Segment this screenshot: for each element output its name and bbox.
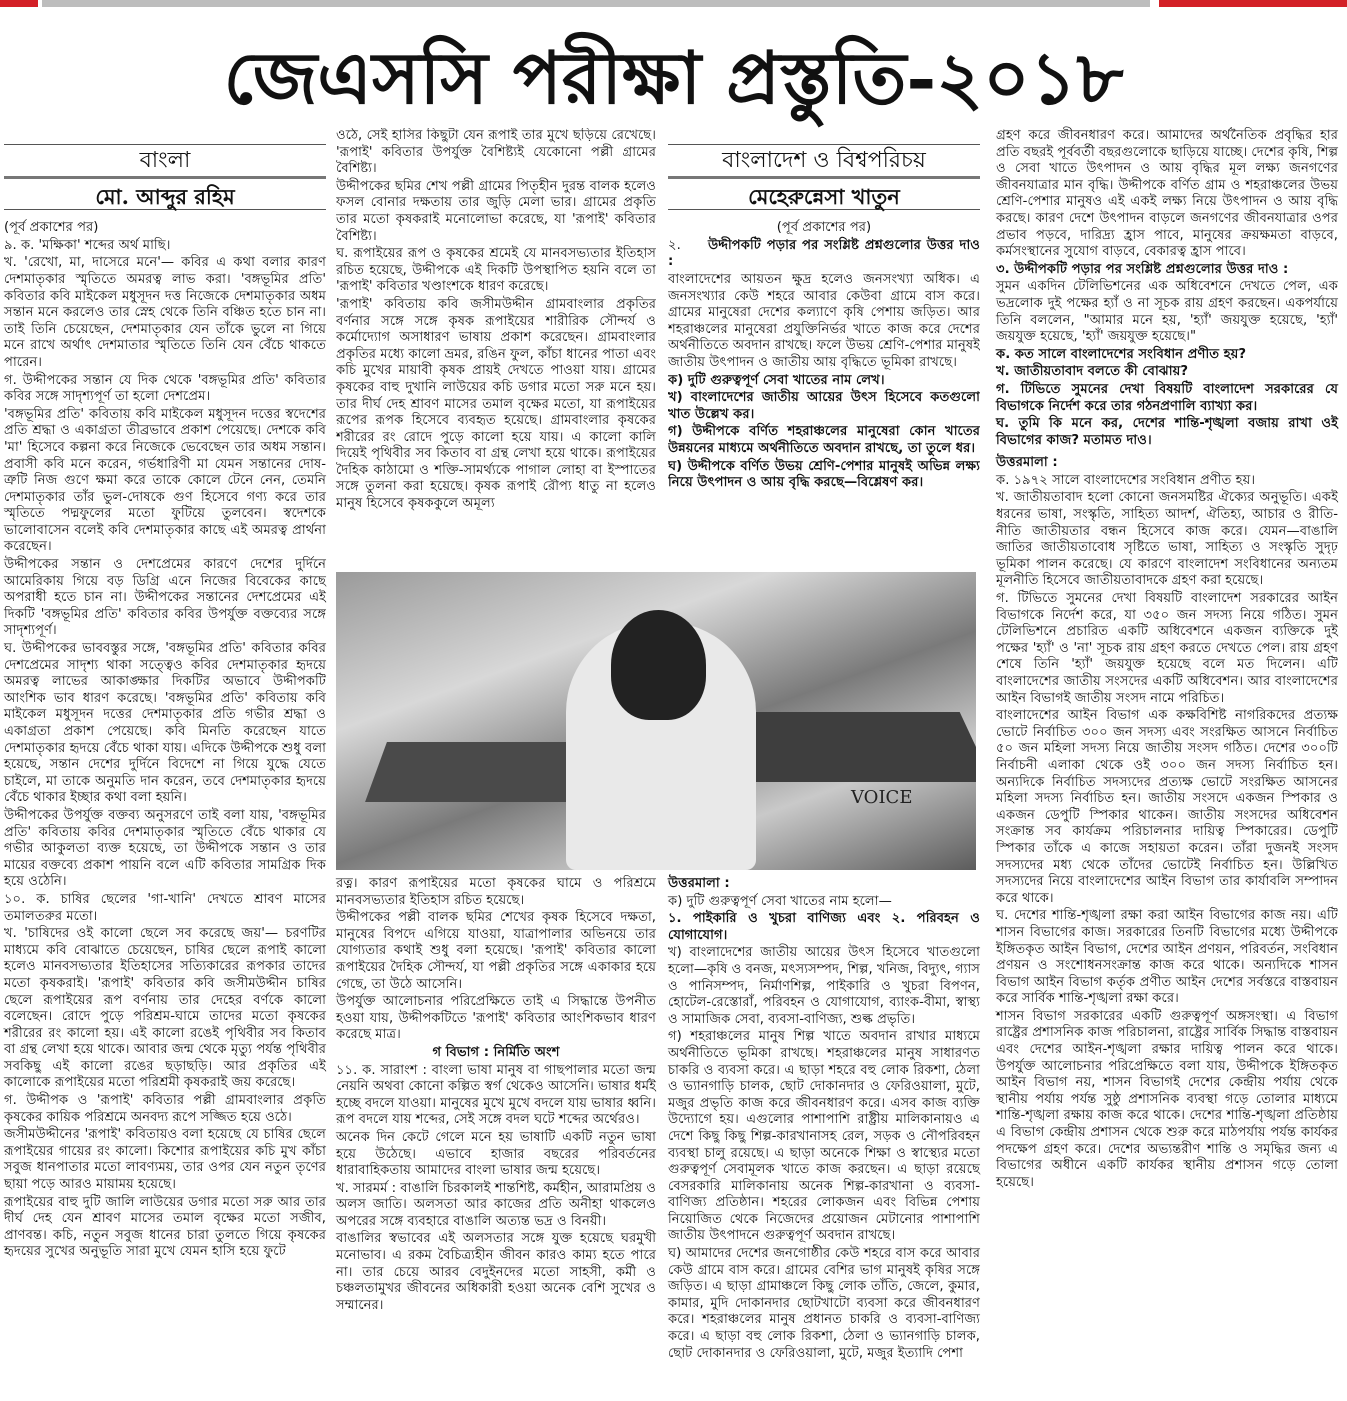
question-item: ঘ) উদ্দীপকে বর্ণিত উভয় শ্রেণি-পেশার মানুষই অভিন্ন লক্ষ্য নিয়ে উৎপাদন ও আয় বৃদ্ধি করছে—বিশ্লেষণ কর। <box>668 458 980 491</box>
paragraph: খ. 'চাষিদের ওই কালো ছেলে সব করেছে জয়'— চরণটির মাধ্যমে কবি বোঝাতে চেয়েছেন, চাষির ছেলে রূপাই কালো হলেও মানবসভ্যতার ইতিহাসের সত্যিকারের রূপকার তাদের মতো কৃষকরাই। 'রূপাই' কবিতার কবি জসীমউদ্দীন চাষির ছেলে রূপাইয়ের রূপ বর্ণনায় তার দেহের বর্ণকে কালো বলেছেন। রোদে পুড়ে পরিশ্রম-ঘামে তাদের মতো কৃষকের শরীরের রং কালো হয়। এই কালো রঙেই পৃথিবীর সব কিতাব বা গ্রন্থ লেখা হয়ে থাকে। আবার জন্ম থেকে মৃত্যু পর্যন্ত পৃথিবীর সবকিছু এই কালো রঙের ছড়াছড়ি। আর প্রকৃতির এই কালোকে রূপাইয়ের মতো পরিশ্রমী কৃষকরাই জয় করেছে। <box>4 926 326 1091</box>
paragraph: অনেক দিন কেটে গেলে মনে হয় ভাষাটি একটি নতুন ভাষা হয়ে উঠেছে। এভাবে হাজার বছরের পরিবর্তনের ধারাবাহিকতায় আমাদের বাংলা ভাষার জন্ম হয়েছে। <box>336 1129 656 1179</box>
question-number: ২. <box>668 237 681 253</box>
question-item: ক) দুটি গুরুত্বপূর্ণ সেবা খাতের নাম লেখ। <box>668 372 885 388</box>
paragraph: উদ্দীপকের পল্লী বালক ছমির শেখের কৃষক হিসেবে দক্ষতা, মানুষের বিপদে এগিয়ে যাওয়া, যাত্রাপালার অভিনয়ে তার যোগ্যতার কথাই শুধু বলা হয়েছে। 'রূপাই' কবিতার কালো রূপাইয়ের দৈহিক সৌন্দর্য, যা পল্লী প্রকৃতির সঙ্গে একাকার হয়ে গেছে, তা উঠে আসেনি। <box>336 910 656 992</box>
paragraph: গ. উদ্দীপক ও 'রূপাই' কবিতার পল্লী গ্রামবাংলার প্রকৃতি কৃষকের কায়িক পরিশ্রমে অনবদ্য রূপে সজ্জিত হয়ে ওঠে। <box>4 1093 326 1125</box>
subheading: গ বিভাগ : নির্মিতি অংশ <box>432 1044 560 1060</box>
answer-item: ক. ১৯৭২ সালে বাংলাদেশের সংবিধান প্রণীত হয়। <box>996 472 1256 488</box>
question-item: ক. কত সালে বাংলাদেশের সংবিধান প্রণীত হয়? <box>996 346 1247 362</box>
top-accent-bar <box>42 0 1150 7</box>
page-masthead: জেএসসি পরীক্ষা প্রস্তুতি-২০১৮ <box>223 35 1124 120</box>
answer-item: খ) বাংলাদেশের জাতীয় আয়ের উৎস হিসেবে খাতগুলো হলো—কৃষি ও বনজ, মৎস্যসম্পদ, শিল্প, খনিজ, বিদ্যুৎ, গ্যাস ও পানিসম্পদ, নির্মাণশিল্প, পাইকারি ও খুচরা বিপণন, হোটেল-রেস্তোরাঁ, পরিবহন ও যোগাযোগ, ব্যাংক-বীমা, স্বাস্থ্য ও সামাজিক সেবা, ব্যবসা-বাণিজ্য, শুল্ক প্রভৃতি। <box>668 945 980 1027</box>
answer-item: গ. টিভিতে সুমনের দেখা বিষয়টি বাংলাদেশ সরকারের আইন বিভাগকে নির্দেশ করে, যা ৩৫০ জন সদস্য নিয়ে গঠিত। সুমন টেলিভিশনে প্রচারিত একটি অধিবেশনে একজন ব্যক্তিকে দুই পক্ষের 'হ্যাঁ' ও 'না' সূচক রায় গ্রহণ করতে দেখতে পেল। রায় গ্রহণ শেষে তিনি 'হ্যাঁ' জয়যুক্ত হয়েছে বলে মত দিলেন। এটি বাংলাদেশের জাতীয় সংসদের একটি অধিবেশন। আর বাংলাদেশের আইন বিভাগই জাতীয় সংসদ নামে পরিচিত। <box>996 591 1338 706</box>
paragraph: সুমন একদিন টেলিভিশনের এক অধিবেশনে দেখতে পেল, এক ভদ্রলোক দুই পক্ষের হ্যাঁ ও না সূচক রায় গ্রহণ করছেন। একপর্যায়ে তিনি বললেন, "আমার মনে হয়, 'হ্যাঁ' জয়যুক্ত হয়েছে, 'হ্যাঁ' জয়যুক্ত হয়েছে, 'হ্যাঁ' জয়যুক্ত হয়েছে।" <box>996 279 1338 345</box>
answer-item: বাংলাদেশের আইন বিভাগ এক কক্ষবিশিষ্ট নাগরিকদের প্রত্যক্ষ ভোটে নির্বাচিত ৩০০ জন সদস্য এবং সংরক্ষিত আসনে নির্বাচিত ৫০ জন মহিলা সদস্য নিয়ে জাতীয় সংসদ গঠিত। দেশের ৩০০টি নির্বাচনী এলাকা থেকে ওই ৩০০ জন সদস্য নির্বাচিত হন। অন্যদিকে নির্বাচিত সদস্যদের প্রত্যক্ষ ভোটে সংরক্ষিত আসনের মহিলা সদস্য নির্বাচিত হন। জাতীয় সংসদে একজন স্পিকার ও একজন ডেপুটি স্পিকার থাকেন। জাতীয় সংসদের অধিবেশন সংক্রান্ত সব কার্যক্রম পরিচালনার দায়িত্ব স্পিকারের। ডেপুটি স্পিকার তাঁকে এ কাজে সহায়তা করেন। তাঁরা দুজনই সংসদ সদস্যদের মধ্য থেকে তাঁদের ভোটেই নির্বাচিত হন। উল্লিখিত সদস্যদের নিয়ে বাংলাদেশের আইন বিভাগ তার কার্যাবলি সম্পাদন করে থাকে। <box>996 708 1338 906</box>
question-item: গ) উদ্দীপকে বর্ণিত শহরাঞ্চলের মানুষেরা কোন খাতের উন্নয়নের মাধ্যমে অর্থনীতিতে অবদান রাখছে, তা তুলে ধর। <box>668 424 980 456</box>
paragraph: (পূর্ব প্রকাশের পর) <box>776 220 872 236</box>
column-bangla-continued <box>336 128 656 568</box>
column-bangla-bottom <box>336 876 656 1315</box>
question-item: খ) বাংলাদেশের জাতীয় আয়ের উৎস হিসেবে কতগুলো খাত উল্লেখ কর। <box>668 390 980 422</box>
paragraph: উপর্যুক্ত আলোচনার পরিপ্রেক্ষিতে তাই এ সিদ্ধান্তে উপনীত হওয়া যায়, উদ্দীপকটিতে 'রূপাই' কবিতার আংশিকভাব ধারণ করেছে মাত্র। <box>336 994 656 1043</box>
answer-heading: উত্তরমালা : <box>668 876 730 891</box>
top-accent-right <box>1159 0 1347 7</box>
paragraph: খ. 'রেখো, মা, দাসেরে মনে'— কবির এ কথা বলার কারণ দেশমাতৃকার স্মৃতিতে অমরত্ব লাভ করা। 'বঙ্গভূমির প্রতি' কবিতার কবি মাইকেল মধুসূদন দত্ত নিজেকে দেশমাতৃকার অধম সন্তান মনে করলেও তার স্নেহ থেকে তিনি বঞ্চিত হতে চান না। তাই তিনি চেয়েছেন, দেশমাতৃকার যেন তাঁকে ভুলে না গিয়ে মনে রাখে অর্থাৎ দেশমাতার স্মৃতিতে তিনি যেন বেঁচে থাকতে পারেন। <box>4 255 326 370</box>
paragraph: ঘ. উদ্দীপকের ভাববস্তুর সঙ্গে, 'বঙ্গভূমির প্রতি' কবিতার কবির দেশপ্রেমের সাদৃশ্য থাকা সত্ত্বেও কবির দেশমাতৃকার হৃদয়ে অমরত্ব লাভের আকাঙ্ক্ষার দিকটির অভাবে উদ্দীপকটি আংশিক ভাব ধারণ করেছে। 'বঙ্গভূমির প্রতি' কবিতায় কবি মাইকেল মধুসূদন দত্তের দেশমাতৃকার প্রতি গভীর শ্রদ্ধা ও একাগ্রতা প্রকাশ পেয়েছে। কবি মিনতি করেছেন যাতে দেশমাতৃকার হৃদয়ে বেঁচে থাকা যায়। এদিকে উদ্দীপকে শুধু বলা হয়েছে, সন্তান দেশের দুর্দিনে বিদেশে না গিয়ে যুদ্ধে যেতে চাইলে, মা তাকে অনুমতি দান করেন, তবে দেশমাতৃকার হৃদয়ে বেঁচে থাকার ইচ্ছার কথা বলা হয়নি। <box>4 641 326 806</box>
top-accent-left <box>0 0 38 7</box>
answer-item: ক) দুটি গুরুত্বপূর্ণ সেবা খাতের নাম হলো— <box>668 893 892 909</box>
answer-item: ১. পাইকারি ও খুচরা বাণিজ্য এবং ২. পরিবহন ও যোগাযোগ। <box>668 911 980 943</box>
paragraph: গ্রহণ করে জীবনধারণ করে। আমাদের অর্থনৈতিক প্রবৃদ্ধির হার প্রতি বছরই পূর্ববর্তী বছরগুলোকে ছাড়িয়ে যাচ্ছে। দেশের কৃষি, শিল্প ও সেবা খাতে উৎপাদন ও আয় বৃদ্ধির মূল লক্ষ্য জনগণের জীবনযাত্রার মান বৃদ্ধি। উদ্দীপকে বর্ণিত গ্রাম ও শহরাঞ্চলের উভয় শ্রেণি-পেশার মানুষও এই একই লক্ষ্য নিয়ে উৎপাদন ও আয় বৃদ্ধি করছে। কারণ দেশে উৎপাদন বাড়লে জনগণের জীবনযাত্রার ওপর প্রভাব পড়বে, দারিদ্র্য হ্রাস পাবে, মানুষের ক্রয়ক্ষমতা বাড়বে, কর্মসংস্থানের সুযোগ বাড়বে, বেকারত্ব হ্রাস পাবে। <box>996 128 1338 260</box>
question-title <box>668 238 980 271</box>
column-bangla <box>4 128 326 1262</box>
paragraph: জসীমউদ্দীনের 'রূপাই' কবিতায়ও বলা হয়েছে যে চাষির ছেলে রূপাইয়ের গায়ের রং কালো। কিশোর রূপাইয়ের কচি মুখ কাঁচা সবুজ ধানপাতার মতো লাবণ্যময়, তার ওপর যেন নতুন তৃণের ছায়া পড়ে আরও মায়াময় হয়েছে। <box>4 1127 326 1193</box>
column-right <box>996 128 1338 1192</box>
column-bangladesh-world-bottom <box>668 876 980 1363</box>
paragraph: (পূর্ব প্রকাশের পর) <box>4 220 99 236</box>
paragraph: 'বঙ্গভূমির প্রতি' কবিতায় কবি মাইকেল মধুসূদন দত্তের স্বদেশের প্রতি শ্রদ্ধা ও একাগ্রতা তীব্রভাবে প্রকাশ পেয়েছে। দেশকে কবি 'মা' হিসেবে কল্পনা করে নিজেকে ভেবেছেন তার অধম সন্তান। প্রবাসী কবি মনে করেন, গর্ভধারিণী মা যেমন সন্তানের দোষ-ত্রুটি নিজ গুণে ক্ষমা করে তাকে কোলে টেনে নেন, তেমনি দেশমাতৃকার তাঁর ভুল-দোষকে গুণ হিসেবে গণ্য করে তার স্মৃতিতে পদ্মফুলের মতো ফুটিয়ে তুলবেন। স্বদেশকে ভালোবাসেন বলেই কবি দেশমাতৃকার কাছে এই অমরত্ব প্রার্থনা করেছেন। <box>4 406 326 555</box>
answer-item: ঘ. দেশের শান্তি-শৃঙ্খলা রক্ষা করা আইন বিভাগের কাজ নয়। এটি শাসন বিভাগের কাজ। সরকারের তিনটি বিভাগের মধ্যে উদ্দীপকে ইঙ্গিতকৃত আইন বিভাগ, দেশের আইন প্রণয়ন, পরিবর্তন, সংবিধান প্রণয়ন ও সংশোধনসংক্রান্ত কাজ করে থাকে। অন্যদিকে শাসন বিভাগ আইন বিভাগ কর্তৃক প্রণীত আইন দেশের সর্বস্তরে বাস্তবায়ন করে সার্বিক শান্তি-শৃঙ্খলা রক্ষা করে। <box>996 908 1338 1007</box>
answer-heading: উত্তরমালা : <box>996 455 1058 471</box>
paragraph: রত্ন। কারণ রূপাইয়ের মতো কৃষকের ঘামে ও পরিশ্রমে মানবসভ্যতার ইতিহাস রচিত হয়েছে। <box>336 876 656 908</box>
paragraph: গ. উদ্দীপকের সন্তান যে দিক থেকে 'বঙ্গভূমির প্রতি' কবিতার কবির সঙ্গে সাদৃশ্যপূর্ণ তা হলো দেশপ্রেম। <box>4 372 326 405</box>
column-bangladesh-world <box>668 128 980 568</box>
paragraph: উদ্দীপকের সন্তান ও দেশপ্রেমের কারণে দেশের দুর্দিনে আমেরিকায় গিয়ে বড় ডিগ্রি এনে নিজের বিবেকের কাছে অপরাধী হতে চান না। উদ্দীপকের সন্তানের দেশপ্রেমের এই দিকটি 'বঙ্গভূমির প্রতি' কবিতার কবির উপর্যুক্ত বক্তব্যের সঙ্গে সাদৃশ্যপূর্ণ। <box>4 557 326 639</box>
paragraph: ৯. ক. 'মক্ষিকা' শব্দের অর্থ মাছি। <box>4 237 171 253</box>
question-heading: ৩. উদ্দীপকটি পড়ার পর সংশ্লিষ্ট প্রশ্নগুলোর উত্তর দাও : <box>996 261 1289 277</box>
question-item: খ. জাতীয়তাবাদ বলতে কী বোঝায়? <box>996 364 1189 380</box>
answer-item: শাসন বিভাগ সরকারের একটি গুরুত্বপূর্ণ অঙ্গসংস্থা। এ বিভাগ রাষ্ট্রের প্রশাসনিক কাজ পরিচালনা, রাষ্ট্রের সার্বিক সিদ্ধান্ত বাস্তবায়ন এবং দেশের আইন-শৃঙ্খলা রক্ষার দায়িত্ব পালন করে থাকে। উপর্যুক্ত আলোচনার পরিপ্রেক্ষিতে বলা যায়, উদ্দীপকে ইঙ্গিতকৃত আইন বিভাগ নয়, শাসন বিভাগই দেশের কেন্দ্রীয় পর্যায় থেকে স্থানীয় পর্যায় পর্যন্ত সুষ্ঠু প্রশাসনিক ব্যবস্থা গড়ে তোলার মাধ্যমে শান্তি-শৃঙ্খলা রক্ষায় কাজ করে থাকে। দেশের শান্তি-শৃঙ্খলা প্রতিষ্ঠায় এ বিভাগ কেন্দ্রীয় প্রশাসন থেকে শুরু করে মাঠপর্যায় পর্যন্ত কার্যকর পদক্ষেপ গ্রহণ করে। দেশের অভ্যন্তরীণ শান্তি ও সমৃদ্ধির জন্য এ বিভাগের অধীনে একটি কার্যকর স্থানীয় প্রশাসন গড়ে তোলা হয়েছে। <box>996 1008 1338 1190</box>
photo-watermark: VOICE <box>851 787 913 808</box>
paragraph: খ. সারমর্ম : বাঙালি চিরকালই শান্তশিষ্ট, কর্মহীন, আরামপ্রিয় ও অলস জাতি। অলসতা আর কাজের প্রতি অনীহা থাকলেও অপরের সঙ্গে ব্যবহারে বাঙালি অত্যন্ত ভদ্র ও বিনয়ী। <box>336 1180 656 1229</box>
question-item: গ. টিভিতে সুমনের দেখা বিষয়টি বাংলাদেশ সরকারের যে বিভাগকে নির্দেশ করে তার গঠনপ্রণালি ব্যাখ্যা কর। <box>996 381 1338 414</box>
student-head <box>611 610 706 720</box>
author-name: মেহেরুন্নেসা খাতুন <box>668 179 980 211</box>
exam-hall-photo <box>336 572 976 870</box>
paragraph: ওঠে, সেই হাসির কিছুটা যেন রূপাই তার মুখে ছড়িয়ে রেখেছে। 'রূপাই' কবিতার উপর্যুক্ত বৈশিষ্ট্যই যেকোনো পল্লী গ্রামের বৈশিষ্ট্য। <box>336 128 656 177</box>
paragraph: ১০. ক. চাষির ছেলের 'গা-খানি' দেখতে শ্রাবণ মাসের তমালতরুর মতো। <box>4 891 326 924</box>
question-heading: উদ্দীপকটি পড়ার পর সংশ্লিষ্ট প্রশ্নগুলোর উত্তর দাও : <box>668 237 980 270</box>
paragraph: ঘ. রূপাইয়ের রূপ ও কৃষকের শ্রমেই যে মানবসভ্যতার ইতিহাস রচিত হয়েছে, উদ্দীপকে এই দিকটি উপস্থাপিত হয়নি বলে তা 'রূপাই' কবিতার খণ্ডাংশকে ধারণ করেছে। <box>336 246 656 295</box>
paragraph: বাংলাদেশের আয়তন ক্ষুদ্র হলেও জনসংখ্যা অধিক। এ জনসংখ্যার কেউ শহরে আবার কেউবা গ্রামে বাস করে। গ্রামের মানুষেরা দেশের কল্যাণে কৃষি পেশায় জড়িত। আর শহরাঞ্চলের মানুষেরা প্রযুক্তিনির্ভর খাতে কাজ করে দেশের অর্থনীতিতে অবদান রাখছে। ফলে উভয় শ্রেণি-পেশার মানুষই জাতীয় উৎপাদন ও জাতীয় আয় বৃদ্ধিতে ভূমিকা রাখছে। <box>668 271 980 370</box>
paragraph: ১১. ক. সারাংশ : বাংলা ভাষা মানুষ বা গাছপালার মতো জন্ম নেয়নি অথবা কোনো কল্পিত স্বর্গ থেকেও আসেনি। ভাষার ধর্মই হচ্ছে বদলে যাওয়া। মানুষের মুখে মুখে বদলে যায় ভাষার ধ্বনি। রূপ বদলে যায় শব্দের, সেই সঙ্গে বদল ঘটে শব্দের অর্থেরও। <box>336 1062 656 1128</box>
question-item: ঘ. তুমি কি মনে কর, দেশের শান্তি-শৃঙ্খলা বজায় রাখা ওই বিভাগের কাজ? মতামত দাও। <box>996 416 1338 448</box>
paragraph: রূপাইয়ের বাহু দুটি জালি লাউয়ের ডগার মতো সরু আর তার দীর্ঘ দেহ যেন শ্রাবণ মাসের তমাল বৃক্ষের মতো সজীব, প্রাণবন্ত। কচি, নতুন সবুজ ধানের চারা তুলতে গিয়ে কৃষকের হৃদয়ের সুখের অনুভূতি সারা মুখে যেমন হাসি হয়ে ফুটে <box>4 1194 326 1260</box>
paragraph: উদ্দীপকের ছমির শেখ পল্লী গ্রামের পিতৃহীন দুরন্ত বালক হলেও ফসল বোনার দক্ষতায় তার জুড়ি মেলা ভার। গ্রামের প্রকৃতি তার মতো কৃষকরাই মনোলোভা করেছে, যা 'রূপাই' কবিতার বৈশিষ্ট্য। <box>336 178 656 244</box>
section-title: বাংলাদেশ ও বিশ্বপরিচয় <box>668 145 980 179</box>
answer-item: গ) শহরাঞ্চলের মানুষ শিল্প খাতে অবদান রাখার মাধ্যমে অর্থনীতিতে ভূমিকা রাখছে। শহরাঞ্চলের মানুষ সাধারণত চাকরি ও ব্যবসা করে। এ ছাড়া শহরে বহু লোক রিকশা, ঠেলা ও ভ্যানগাড়ি চালক, ছোট দোকানদার ও ফেরিওয়ালা, মুটে, মজুর প্রভৃতি কাজ করে জীবনধারণ করে। এসব কাজ ব্যক্তি উদ্যোগে হয়। এগুলোর পাশাপাশি রাষ্ট্রীয় মালিকানায়ও এ দেশে কিছু কিছু শিল্প-কারখানাসহ রেল, সড়ক ও নৌপরিবহন ব্যবস্থা চালু রয়েছে। এ ছাড়া অনেকে শিক্ষা ও স্বাস্থ্যের মতো গুরুত্বপূর্ণ সেবামূলক খাতে কাজ করছেন। এ ছাড়া রয়েছে বেসরকারি মালিকানায় অনেক শিল্প-কারখানা ও ব্যবসা-বাণিজ্য প্রতিষ্ঠান। শহরের লোকজন এবং বিভিন্ন পেশায় নিয়োজিত থেকে নিজেদের প্রয়োজন মেটানোর পাশাপাশি জাতীয় উৎপাদনে গুরুত্বপূর্ণ অবদান রাখছে। <box>668 1029 980 1244</box>
answer-item: ঘ) আমাদের দেশের জনগোষ্ঠীর কেউ শহরে বাস করে আবার কেউ গ্রামে বাস করে। গ্রামের বেশির ভাগ মানুষই কৃষির সঙ্গে জড়িত। এ ছাড়া গ্রামাঞ্চলে কিছু লোক তাঁতি, জেলে, কুমার, কামার, মুদি দোকানদার ছোটখাটো ব্যবসা করে জীবনধারণ করে। শহরাঞ্চলের মানুষ প্রধানত চাকরি ও ব্যবসা-বাণিজ্য করে। এ ছাড়া বহু লোক রিকশা, ঠেলা ও ভ্যানগাড়ি চালক, ছোট দোকানদার ও ফেরিওয়ালা, মুটে, মজুর ইত্যাদি পেশা <box>668 1246 980 1361</box>
paragraph: 'রূপাই' কবিতায় কবি জসীমউদ্দীন গ্রামবাংলার প্রকৃতির বর্ণনার সঙ্গে সঙ্গে কৃষক রূপাইয়ের শারীরিক সৌন্দর্য ও কর্মোদ্যোগ অসাধারণ ভাষায় প্রকাশ করেছেন। গ্রামবাংলার প্রকৃতির মধ্যে কালো ভ্রমর, রঙিন ফুল, কাঁচা ধানের পাতা এবং কচি মুখের মায়াবী কৃষক প্রায়ই দেখতে পাওয়া যায়। গ্রামের কৃষকের বাহু দুখানি লাউয়ের কচি ডগার মতো সরু মনে হয়। তার দীর্ঘ দেহ শ্রাবণ মাসের তমাল বৃক্ষের মতো, যা রূপাইয়ের রূপের রূপক হিসেবে ব্যবহৃত হয়েছে। গ্রামবাংলার কৃষকের শরীরের রং রোদে পুড়ে কালো হয়ে যায়। এ কালো কালি দিয়েই পৃথিবীর সব কিতাব বা গ্রন্থ লেখা হয়ে থাকে। রূপাইয়ের দৈহিক কাঠামো ও শক্তি-সামর্থ্যকে পাগাল লোহা বা ইস্পাতের সঙ্গে তুলনা করা হয়েছে। কৃষক রূপাই রৌপ্য ধাতু না হলেও মানুষ হিসেবে কৃষককুলে অমূল্য <box>336 296 656 512</box>
answer-item: খ. জাতীয়তাবাদ হলো কোনো জনসমষ্টির ঐক্যের অনুভূতি। একই ধরনের ভাষা, সংস্কৃতি, সাহিত্য আদর্শ, ঐতিহ্য, আচার ও রীতি-নীতি জাতীয়তার বন্ধন হিসেবে কাজ করে। যেমন—বাঙালি জাতির জাতীয়তাবোধ সৃষ্টিতে ভাষা, সাহিত্য ও সংস্কৃতি সুদৃঢ় ভূমিকা পালন করেছে। যে কারণে বাংলাদেশ সংবিধানের অন্যতম মূলনীতি হিসেবে জাতীয়তাবাদকে গ্রহণ করা হয়েছে। <box>996 490 1338 589</box>
section-title: বাংলা <box>4 145 326 179</box>
paragraph: বাঙালির স্বভাবের এই অলসতার সঙ্গে যুক্ত হয়েছে ঘরমুখী মনোভাব। এ রকম বৈচিত্র্যহীন জীবন কারও কাম্য হতে পারে না। তার চেয়ে আরব বেদুইনদের মতো সাহসী, কর্মী ও চঞ্চলতামুখর জীবনের অধিকারী হওয়া অনেক বেশি সুখের ও সম্মানের। <box>336 1231 656 1313</box>
paragraph: উদ্দীপকের উপর্যুক্ত বক্তব্য অনুসরণে তাই বলা যায়, 'বঙ্গভূমির প্রতি' কবিতায় কবির দেশমাতৃকার স্মৃতিতে বেঁচে থাকার যে গভীর আকুলতা ব্যক্ত হয়েছে, তা উদ্দীপকে সন্তান ও তার মায়ের বক্তব্যে প্রকাশ পায়নি বলে এটি কবিতার সামগ্রিক দিক হয়ে ওঠেনি। <box>4 807 326 890</box>
author-name: মো. আব্দুর রহিম <box>4 179 326 211</box>
